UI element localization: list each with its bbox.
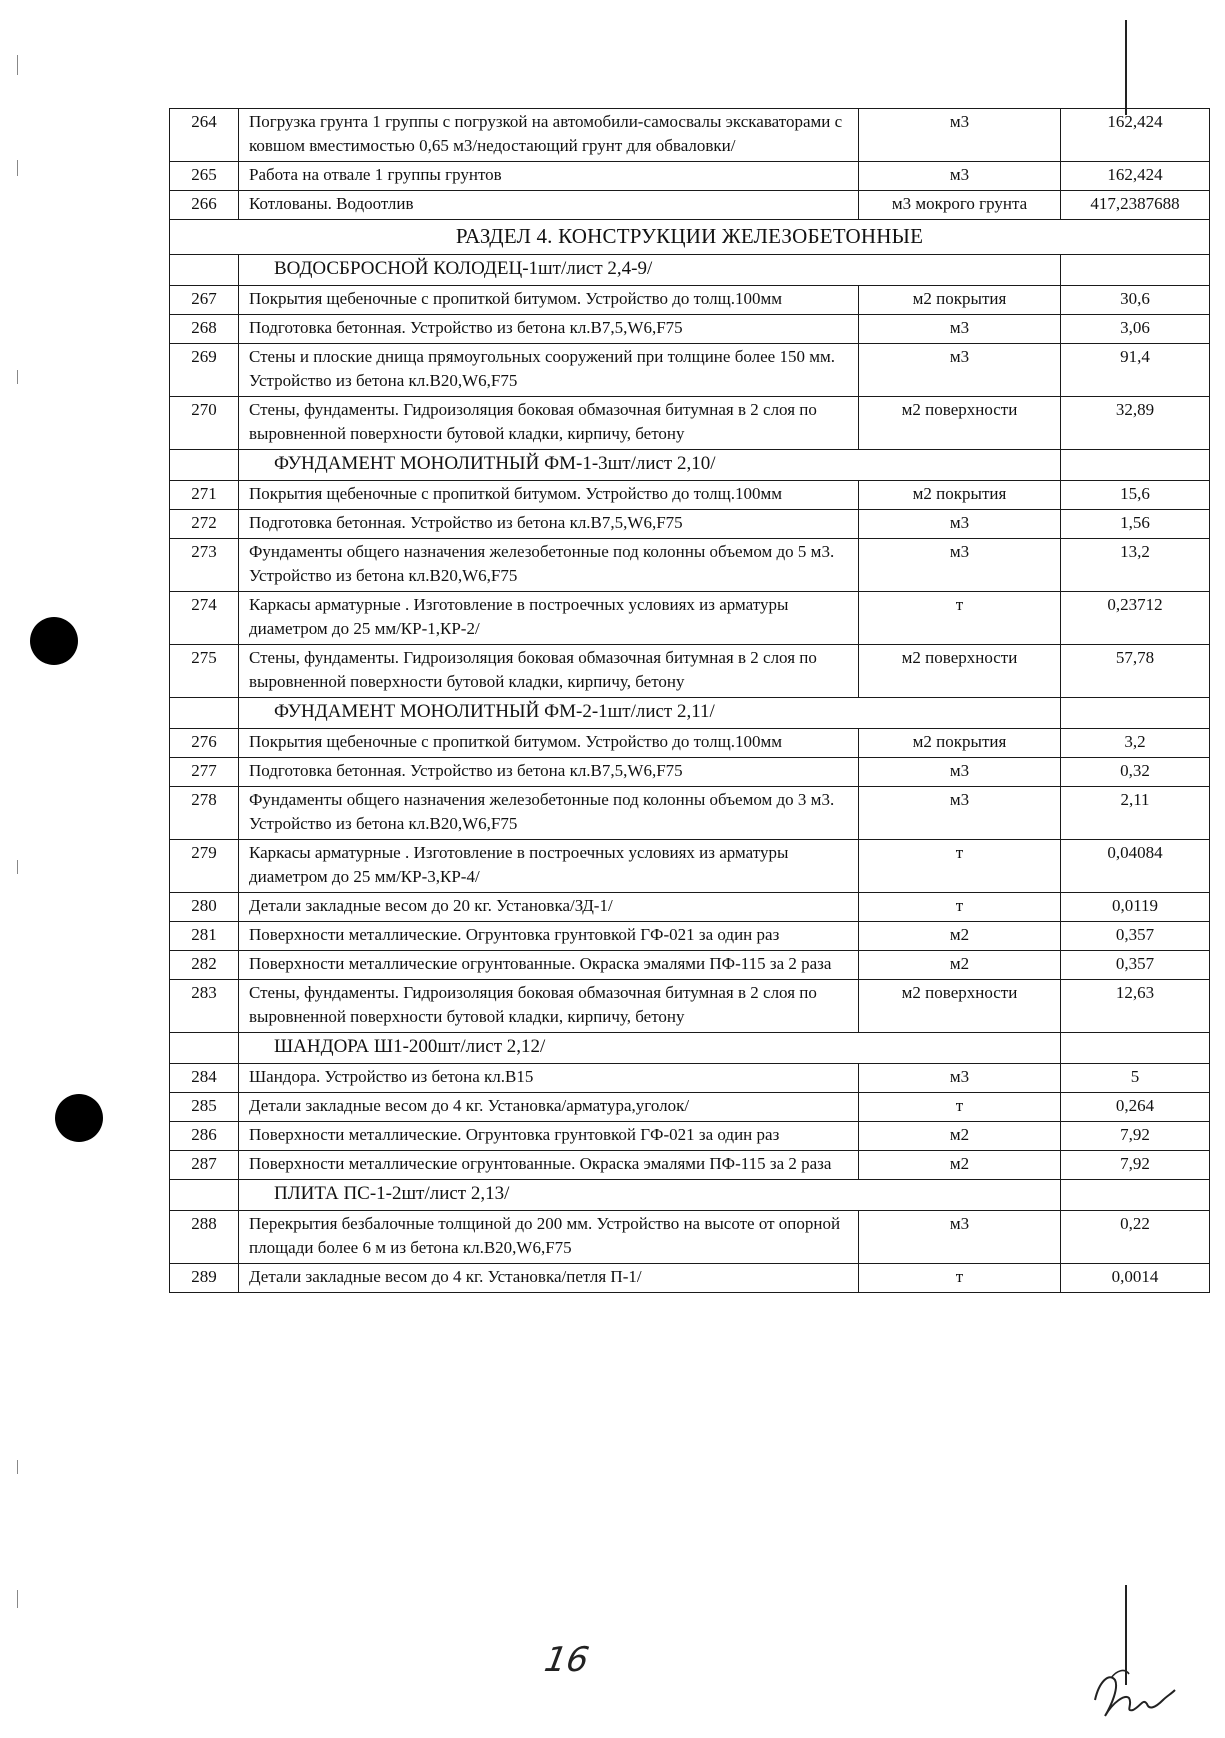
margin-mark (17, 55, 18, 75)
row-unit: м2 (859, 1122, 1061, 1151)
row-description: Поверхности металлические. Огрунтовка грунтовкой ГФ-021 за один раз (239, 922, 859, 951)
row-quantity: 15,6 (1061, 481, 1210, 510)
row-unit: м2 поверхности (859, 397, 1061, 450)
row-unit: м2 покрытия (859, 729, 1061, 758)
estimate-table-body (170, 109, 1210, 1293)
row-unit: м3 (859, 1211, 1061, 1264)
row-number: 274 (170, 592, 239, 645)
row-description: Покрытия щебеночные с пропиткой битумом. Устройство до толщ.100мм (239, 286, 859, 315)
row-number: 265 (170, 162, 239, 191)
row-unit: т (859, 840, 1061, 893)
table-row (170, 893, 1210, 922)
row-description: Котлованы. Водоотлив (239, 191, 859, 220)
row-unit: м3 (859, 109, 1061, 162)
row-number: 289 (170, 1264, 239, 1293)
table-row (170, 922, 1210, 951)
row-quantity: 162,424 (1061, 109, 1210, 162)
row-unit: м3 (859, 787, 1061, 840)
section-header-row (170, 220, 1210, 255)
row-unit: м2 покрытия (859, 481, 1061, 510)
row-number: 268 (170, 315, 239, 344)
table-row (170, 191, 1210, 220)
row-description: Фундаменты общего назначения железобетонные под колонны объемом до 3 м3. Устройство из бетона кл.В20,W6,F75 (239, 787, 859, 840)
row-number (170, 698, 239, 729)
row-description: Работа на отвале 1 группы грунтов (239, 162, 859, 191)
row-unit: т (859, 1264, 1061, 1293)
row-quantity: 30,6 (1061, 286, 1210, 315)
margin-mark (17, 860, 18, 874)
subsection-row (170, 1180, 1210, 1211)
row-unit: м2 (859, 1151, 1061, 1180)
row-unit: м2 (859, 951, 1061, 980)
row-unit: т (859, 592, 1061, 645)
row-quantity: 57,78 (1061, 645, 1210, 698)
row-description: Погрузка грунта 1 группы с погрузкой на автомобили-самосвалы экскаваторами с ковшом вместимостью 0,65 м3/недостающий грунт для обваловки/ (239, 109, 859, 162)
row-number: 266 (170, 191, 239, 220)
estimate-table (169, 108, 1210, 1293)
row-description: Подготовка бетонная. Устройство из бетона кл.В7,5,W6,F75 (239, 315, 859, 344)
row-quantity: 0,04084 (1061, 840, 1210, 893)
table-row (170, 397, 1210, 450)
subsection-row (170, 450, 1210, 481)
table-row (170, 980, 1210, 1033)
row-description: Стены, фундаменты. Гидроизоляция боковая обмазочная битумная в 2 слоя по выровненной поверхности бутовой кладки, кирпичу, бетону (239, 980, 859, 1033)
row-unit: м3 (859, 1064, 1061, 1093)
row-quantity (1061, 1033, 1210, 1064)
punch-hole (55, 1094, 103, 1142)
table-row (170, 539, 1210, 592)
row-unit: т (859, 893, 1061, 922)
row-description: Каркасы арматурные . Изготовление в построечных условиях из арматуры диаметром до 25 мм/КР-1,КР-2/ (239, 592, 859, 645)
row-description: Подготовка бетонная. Устройство из бетона кл.В7,5,W6,F75 (239, 510, 859, 539)
row-quantity: 0,22 (1061, 1211, 1210, 1264)
row-description: Стены, фундаменты. Гидроизоляция боковая обмазочная битумная в 2 слоя по выровненной поверхности бутовой кладки, кирпичу, бетону (239, 645, 859, 698)
row-quantity: 5 (1061, 1064, 1210, 1093)
row-quantity: 0,357 (1061, 951, 1210, 980)
row-quantity (1061, 698, 1210, 729)
row-number (170, 450, 239, 481)
table-row (170, 840, 1210, 893)
row-quantity: 417,2387688 (1061, 191, 1210, 220)
row-unit: м2 поверхности (859, 980, 1061, 1033)
table-row (170, 1151, 1210, 1180)
row-number: 288 (170, 1211, 239, 1264)
row-quantity: 2,11 (1061, 787, 1210, 840)
row-quantity (1061, 255, 1210, 286)
subsection-title: ФУНДАМЕНТ МОНОЛИТНЫЙ ФМ-1-3шт/лист 2,10/ (239, 450, 1061, 481)
subsection-row (170, 698, 1210, 729)
row-description: Перекрытия безбалочные толщиной до 200 мм. Устройство на высоте от опорной площади более 6 м из бетона кл.В20,W6,F75 (239, 1211, 859, 1264)
row-description: Поверхности металлические огрунтованные. Окраска эмалями ПФ-115 за 2 раза (239, 1151, 859, 1180)
table-row (170, 315, 1210, 344)
row-description: Стены и плоские днища прямоугольных сооружений при толщине более 150 мм. Устройство из бетона кл.В20,W6,F75 (239, 344, 859, 397)
row-number: 279 (170, 840, 239, 893)
row-description: Стены, фундаменты. Гидроизоляция боковая обмазочная битумная в 2 слоя по выровненной поверхности бутовой кладки, кирпичу, бетону (239, 397, 859, 450)
signature (1085, 1660, 1180, 1730)
row-number (170, 1033, 239, 1064)
row-quantity: 3,2 (1061, 729, 1210, 758)
table-row (170, 1093, 1210, 1122)
row-description: Поверхности металлические. Огрунтовка грунтовкой ГФ-021 за один раз (239, 1122, 859, 1151)
table-row (170, 1122, 1210, 1151)
row-unit: м2 покрытия (859, 286, 1061, 315)
subsection-title: ВОДОСБРОСНОЙ КОЛОДЕЦ-1шт/лист 2,4-9/ (239, 255, 1061, 286)
table-row (170, 1211, 1210, 1264)
row-quantity: 0,264 (1061, 1093, 1210, 1122)
table-row (170, 951, 1210, 980)
row-quantity: 32,89 (1061, 397, 1210, 450)
margin-mark (17, 1460, 18, 1474)
row-number: 272 (170, 510, 239, 539)
page-number: 16 (541, 1640, 592, 1680)
table-row (170, 758, 1210, 787)
row-number: 276 (170, 729, 239, 758)
margin-mark (17, 160, 18, 176)
row-number: 280 (170, 893, 239, 922)
row-number: 283 (170, 980, 239, 1033)
margin-mark (17, 370, 18, 384)
row-description: Поверхности металлические огрунтованные. Окраска эмалями ПФ-115 за 2 раза (239, 951, 859, 980)
table-row (170, 344, 1210, 397)
row-number: 273 (170, 539, 239, 592)
punch-hole (30, 617, 78, 665)
subsection-row (170, 255, 1210, 286)
row-quantity: 91,4 (1061, 344, 1210, 397)
row-unit: м3 (859, 344, 1061, 397)
row-number (170, 1180, 239, 1211)
row-number: 278 (170, 787, 239, 840)
row-quantity: 0,0014 (1061, 1264, 1210, 1293)
row-description: Каркасы арматурные . Изготовление в построечных условиях из арматуры диаметром до 25 мм/КР-3,КР-4/ (239, 840, 859, 893)
subsection-title: ШАНДОРА Ш1-200шт/лист 2,12/ (239, 1033, 1061, 1064)
row-quantity: 7,92 (1061, 1151, 1210, 1180)
table-row (170, 109, 1210, 162)
row-description: Детали закладные весом до 4 кг. Установка/арматура,уголок/ (239, 1093, 859, 1122)
row-description: Подготовка бетонная. Устройство из бетона кл.В7,5,W6,F75 (239, 758, 859, 787)
row-unit: т (859, 1093, 1061, 1122)
row-number: 287 (170, 1151, 239, 1180)
row-quantity: 0,23712 (1061, 592, 1210, 645)
row-quantity: 0,357 (1061, 922, 1210, 951)
table-row (170, 787, 1210, 840)
row-unit: м3 (859, 162, 1061, 191)
table-row (170, 162, 1210, 191)
row-quantity: 1,56 (1061, 510, 1210, 539)
row-number: 286 (170, 1122, 239, 1151)
row-unit: м2 (859, 922, 1061, 951)
row-number: 285 (170, 1093, 239, 1122)
subsection-row (170, 1033, 1210, 1064)
row-unit: м2 поверхности (859, 645, 1061, 698)
row-number: 281 (170, 922, 239, 951)
row-number: 270 (170, 397, 239, 450)
subsection-title: ФУНДАМЕНТ МОНОЛИТНЫЙ ФМ-2-1шт/лист 2,11/ (239, 698, 1061, 729)
table-row (170, 481, 1210, 510)
row-unit: м3 (859, 539, 1061, 592)
row-number: 275 (170, 645, 239, 698)
row-number: 271 (170, 481, 239, 510)
table-row (170, 729, 1210, 758)
section-title: РАЗДЕЛ 4. КОНСТРУКЦИИ ЖЕЛЕЗОБЕТОННЫЕ (170, 220, 1210, 255)
row-quantity: 0,0119 (1061, 893, 1210, 922)
subsection-title: ПЛИТА ПС-1-2шт/лист 2,13/ (239, 1180, 1061, 1211)
row-quantity: 12,63 (1061, 980, 1210, 1033)
row-quantity (1061, 450, 1210, 481)
row-description: Шандора. Устройство из бетона кл.В15 (239, 1064, 859, 1093)
row-description: Покрытия щебеночные с пропиткой битумом. Устройство до толщ.100мм (239, 729, 859, 758)
margin-mark (17, 1590, 18, 1608)
ruled-line (1125, 20, 1127, 115)
row-quantity: 3,06 (1061, 315, 1210, 344)
row-number: 282 (170, 951, 239, 980)
row-number: 277 (170, 758, 239, 787)
row-number (170, 255, 239, 286)
row-quantity: 162,424 (1061, 162, 1210, 191)
table-row (170, 1264, 1210, 1293)
row-unit: м3 (859, 315, 1061, 344)
row-number: 269 (170, 344, 239, 397)
table-row (170, 510, 1210, 539)
row-number: 264 (170, 109, 239, 162)
table-row (170, 286, 1210, 315)
row-description: Покрытия щебеночные с пропиткой битумом. Устройство до толщ.100мм (239, 481, 859, 510)
row-number: 267 (170, 286, 239, 315)
row-unit: м3 мокрого грунта (859, 191, 1061, 220)
row-description: Детали закладные весом до 4 кг. Установка/петля П-1/ (239, 1264, 859, 1293)
table-row (170, 1064, 1210, 1093)
row-number: 284 (170, 1064, 239, 1093)
row-description: Детали закладные весом до 20 кг. Установка/ЗД-1/ (239, 893, 859, 922)
table-row (170, 645, 1210, 698)
row-unit: м3 (859, 758, 1061, 787)
row-unit: м3 (859, 510, 1061, 539)
row-quantity: 13,2 (1061, 539, 1210, 592)
row-description: Фундаменты общего назначения железобетонные под колонны объемом до 5 м3. Устройство из бетона кл.В20,W6,F75 (239, 539, 859, 592)
row-quantity (1061, 1180, 1210, 1211)
row-quantity: 7,92 (1061, 1122, 1210, 1151)
table-row (170, 592, 1210, 645)
row-quantity: 0,32 (1061, 758, 1210, 787)
